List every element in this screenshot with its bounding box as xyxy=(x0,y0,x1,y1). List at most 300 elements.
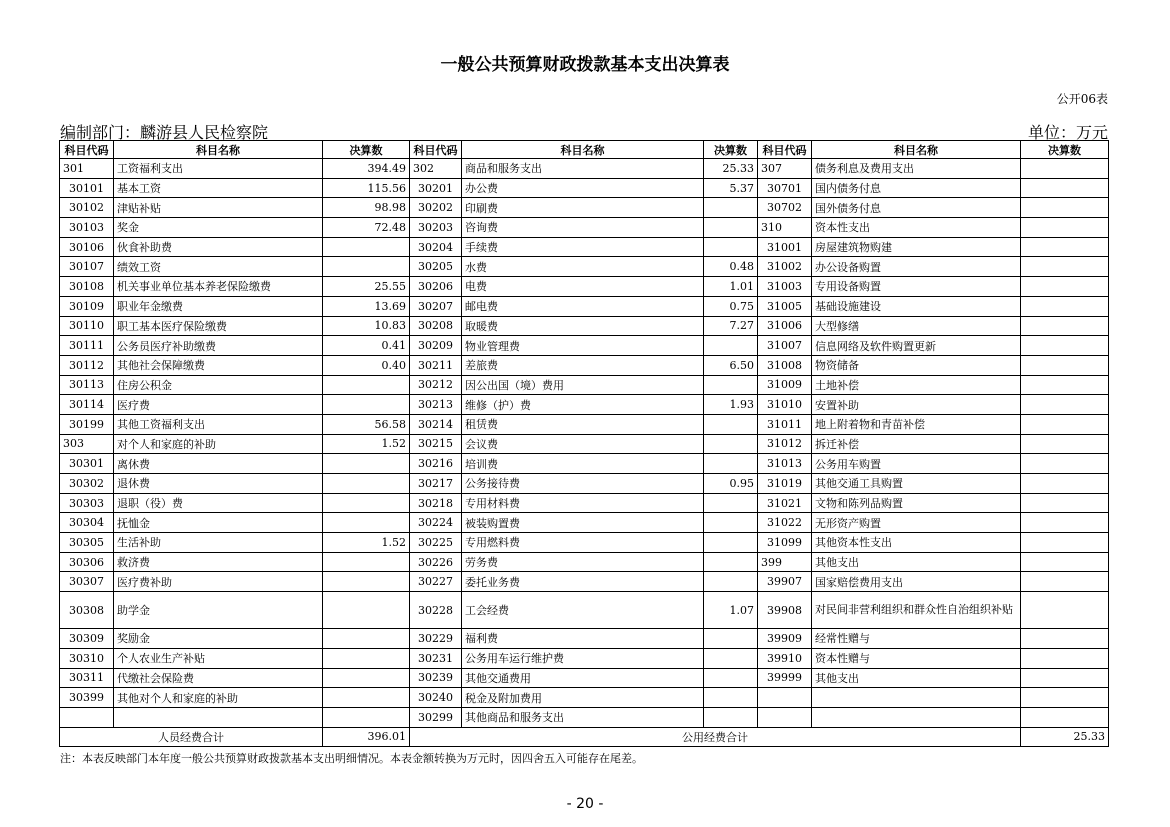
final-amount xyxy=(1021,277,1109,297)
final-amount xyxy=(704,668,758,688)
subject-code: 30203 xyxy=(410,218,462,238)
final-amount: 98.98 xyxy=(323,198,410,218)
subject-code: 30208 xyxy=(410,316,462,336)
subject-code: 30309 xyxy=(60,629,114,649)
subject-name: 经常性赠与 xyxy=(812,629,1021,649)
final-amount xyxy=(323,395,410,415)
final-amount xyxy=(323,493,410,513)
final-amount xyxy=(1021,688,1109,708)
final-amount xyxy=(704,688,758,708)
subject-code: 31009 xyxy=(758,375,812,395)
subject-code: 310 xyxy=(758,218,812,238)
subject-name: 其他资本性支出 xyxy=(812,533,1021,553)
final-amount: 0.75 xyxy=(704,296,758,316)
department-label: 编制部门：麟游县人民检察院 xyxy=(60,123,269,142)
subject-code: 30199 xyxy=(60,414,114,434)
final-amount xyxy=(1021,336,1109,356)
subject-name xyxy=(812,707,1021,727)
subject-code: 31021 xyxy=(758,493,812,513)
table-row xyxy=(60,668,1109,688)
subject-name: 培训费 xyxy=(462,454,704,474)
subject-name: 奖励金 xyxy=(114,629,323,649)
subject-code: 30107 xyxy=(60,257,114,277)
table-row xyxy=(60,572,1109,592)
personnel-total-value: 396.01 xyxy=(323,727,410,747)
subject-code: 39909 xyxy=(758,629,812,649)
expenditure-table xyxy=(59,140,1109,747)
final-amount: 1.07 xyxy=(704,592,758,629)
subject-name: 医疗费补助 xyxy=(114,572,323,592)
table-row xyxy=(60,434,1109,454)
table-row xyxy=(60,513,1109,533)
table-row xyxy=(60,218,1109,238)
subject-name: 医疗费 xyxy=(114,395,323,415)
subject-code: 30112 xyxy=(60,355,114,375)
subject-name: 租赁费 xyxy=(462,414,704,434)
subject-code: 30205 xyxy=(410,257,462,277)
subject-name: 物业管理费 xyxy=(462,336,704,356)
final-amount xyxy=(1021,237,1109,257)
subject-name: 办公费 xyxy=(462,178,704,198)
page-number: - 20 - xyxy=(566,796,604,812)
subject-name: 专用设备购置 xyxy=(812,277,1021,297)
subject-name: 其他交通工具购置 xyxy=(812,474,1021,494)
subject-name: 大型修缮 xyxy=(812,316,1021,336)
final-amount xyxy=(1021,434,1109,454)
subject-code: 30211 xyxy=(410,355,462,375)
subject-code: 30212 xyxy=(410,375,462,395)
table-row xyxy=(60,237,1109,257)
subject-name: 差旅费 xyxy=(462,355,704,375)
final-amount xyxy=(323,375,410,395)
subject-name: 其他对个人和家庭的补助 xyxy=(114,688,323,708)
subject-code: 39999 xyxy=(758,668,812,688)
subject-name: 抚恤金 xyxy=(114,513,323,533)
subject-code: 30301 xyxy=(60,454,114,474)
subject-name: 会议费 xyxy=(462,434,704,454)
subject-code: 30310 xyxy=(60,648,114,668)
subject-code: 31001 xyxy=(758,237,812,257)
subject-name: 国内债务付息 xyxy=(812,178,1021,198)
final-amount xyxy=(704,198,758,218)
final-amount xyxy=(704,513,758,533)
subject-code: 30302 xyxy=(60,474,114,494)
subject-code: 30399 xyxy=(60,688,114,708)
subject-name: 其他工资福利支出 xyxy=(114,414,323,434)
final-amount: 0.40 xyxy=(323,355,410,375)
subject-code: 30240 xyxy=(410,688,462,708)
col-header: 科目代码 xyxy=(60,141,114,159)
final-amount: 13.69 xyxy=(323,296,410,316)
subject-code xyxy=(758,688,812,708)
subject-code: 30111 xyxy=(60,336,114,356)
subject-name: 其他交通费用 xyxy=(462,668,704,688)
subject-name: 公务用车购置 xyxy=(812,454,1021,474)
table-row xyxy=(60,414,1109,434)
table-row xyxy=(60,629,1109,649)
table-row xyxy=(60,533,1109,553)
final-amount xyxy=(704,707,758,727)
subject-code: 399 xyxy=(758,552,812,572)
subject-code: 30702 xyxy=(758,198,812,218)
subject-name xyxy=(114,707,323,727)
subject-name: 职工基本医疗保险缴费 xyxy=(114,316,323,336)
final-amount xyxy=(1021,668,1109,688)
final-amount xyxy=(323,513,410,533)
final-amount xyxy=(1021,454,1109,474)
final-amount xyxy=(323,707,410,727)
final-amount xyxy=(1021,159,1109,179)
final-amount xyxy=(1021,218,1109,238)
header-row xyxy=(60,141,1109,159)
subject-name: 信息网络及软件购置更新 xyxy=(812,336,1021,356)
subject-name: 机关事业单位基本养老保险缴费 xyxy=(114,277,323,297)
subject-name: 助学金 xyxy=(114,592,323,629)
final-amount xyxy=(704,336,758,356)
subject-code: 30204 xyxy=(410,237,462,257)
subject-code: 30225 xyxy=(410,533,462,553)
subject-code: 30102 xyxy=(60,198,114,218)
subject-name: 国家赔偿费用支出 xyxy=(812,572,1021,592)
subject-code: 302 xyxy=(410,159,462,179)
subject-code: 31005 xyxy=(758,296,812,316)
subject-name: 其他商品和服务支出 xyxy=(462,707,704,727)
final-amount: 10.83 xyxy=(323,316,410,336)
final-amount xyxy=(704,533,758,553)
final-amount xyxy=(704,218,758,238)
table-row xyxy=(60,454,1109,474)
final-amount xyxy=(1021,316,1109,336)
final-amount xyxy=(323,592,410,629)
personnel-total-label: 人员经费合计 xyxy=(60,727,323,747)
table-row xyxy=(60,277,1109,297)
col-header: 科目名称 xyxy=(114,141,323,159)
subject-code: 30307 xyxy=(60,572,114,592)
final-amount: 72.48 xyxy=(323,218,410,238)
subject-name: 专用燃料费 xyxy=(462,533,704,553)
final-amount: 1.52 xyxy=(323,533,410,553)
subject-code: 31008 xyxy=(758,355,812,375)
subject-code: 30216 xyxy=(410,454,462,474)
final-amount xyxy=(1021,592,1109,629)
final-amount xyxy=(704,237,758,257)
subject-code: 30201 xyxy=(410,178,462,198)
final-amount xyxy=(323,237,410,257)
final-amount xyxy=(704,572,758,592)
final-amount: 25.33 xyxy=(704,159,758,179)
subject-code: 30304 xyxy=(60,513,114,533)
table-row xyxy=(60,493,1109,513)
subject-name: 福利费 xyxy=(462,629,704,649)
subject-code: 39907 xyxy=(758,572,812,592)
table-row xyxy=(60,336,1109,356)
subject-name: 文物和陈列品购置 xyxy=(812,493,1021,513)
final-amount xyxy=(1021,648,1109,668)
subject-name: 房屋建筑物购建 xyxy=(812,237,1021,257)
subject-name: 无形资产购置 xyxy=(812,513,1021,533)
table-row xyxy=(60,178,1109,198)
subject-code: 30228 xyxy=(410,592,462,629)
final-amount xyxy=(704,493,758,513)
final-amount xyxy=(1021,375,1109,395)
subject-name: 代缴社会保险费 xyxy=(114,668,323,688)
subject-code: 31006 xyxy=(758,316,812,336)
table-row xyxy=(60,648,1109,668)
final-amount xyxy=(704,552,758,572)
subject-code: 30308 xyxy=(60,592,114,629)
subject-code: 30206 xyxy=(410,277,462,297)
final-amount xyxy=(1021,355,1109,375)
subject-code: 307 xyxy=(758,159,812,179)
final-amount xyxy=(1021,414,1109,434)
final-amount: 394.49 xyxy=(323,159,410,179)
final-amount: 5.37 xyxy=(704,178,758,198)
subject-name xyxy=(812,688,1021,708)
subject-name: 对民间非营利组织和群众性自治组织补贴 xyxy=(812,592,1021,629)
subject-name: 基本工资 xyxy=(114,178,323,198)
subject-code: 30306 xyxy=(60,552,114,572)
table-row xyxy=(60,474,1109,494)
subject-code: 30109 xyxy=(60,296,114,316)
subject-name: 被装购置费 xyxy=(462,513,704,533)
subject-name: 伙食补助费 xyxy=(114,237,323,257)
subject-code: 31002 xyxy=(758,257,812,277)
final-amount: 0.95 xyxy=(704,474,758,494)
subject-name: 对个人和家庭的补助 xyxy=(114,434,323,454)
table-row xyxy=(60,159,1109,179)
final-amount xyxy=(704,375,758,395)
totals-row xyxy=(60,727,1109,747)
final-amount: 1.52 xyxy=(323,434,410,454)
final-amount: 115.56 xyxy=(323,178,410,198)
table-row xyxy=(60,395,1109,415)
subject-code: 301 xyxy=(60,159,114,179)
final-amount: 56.58 xyxy=(323,414,410,434)
subject-code: 30202 xyxy=(410,198,462,218)
subject-name: 离休费 xyxy=(114,454,323,474)
subject-code: 30108 xyxy=(60,277,114,297)
subject-name: 拆迁补偿 xyxy=(812,434,1021,454)
final-amount xyxy=(1021,707,1109,727)
final-amount: 1.93 xyxy=(704,395,758,415)
final-amount xyxy=(323,668,410,688)
subject-code: 30101 xyxy=(60,178,114,198)
table-row xyxy=(60,552,1109,572)
subject-name: 资本性支出 xyxy=(812,218,1021,238)
final-amount xyxy=(1021,198,1109,218)
subject-code: 30215 xyxy=(410,434,462,454)
subject-name: 印刷费 xyxy=(462,198,704,218)
subject-code: 30217 xyxy=(410,474,462,494)
subject-name: 手续费 xyxy=(462,237,704,257)
subject-name: 维修（护）费 xyxy=(462,395,704,415)
subject-name: 债务利息及费用支出 xyxy=(812,159,1021,179)
subject-code: 30303 xyxy=(60,493,114,513)
subject-name: 办公设备购置 xyxy=(812,257,1021,277)
subject-name: 委托业务费 xyxy=(462,572,704,592)
table-row xyxy=(60,375,1109,395)
final-amount xyxy=(323,572,410,592)
final-amount xyxy=(704,454,758,474)
final-amount xyxy=(1021,629,1109,649)
final-amount xyxy=(1021,474,1109,494)
col-header: 科目名称 xyxy=(462,141,704,159)
subject-name: 基础设施建设 xyxy=(812,296,1021,316)
col-header: 科目名称 xyxy=(812,141,1021,159)
subject-code: 30311 xyxy=(60,668,114,688)
subject-code: 31007 xyxy=(758,336,812,356)
subject-code: 30305 xyxy=(60,533,114,553)
subject-code: 30224 xyxy=(410,513,462,533)
subject-name: 土地补偿 xyxy=(812,375,1021,395)
final-amount: 0.48 xyxy=(704,257,758,277)
subject-name: 因公出国（境）费用 xyxy=(462,375,704,395)
subject-code: 30113 xyxy=(60,375,114,395)
table-row xyxy=(60,198,1109,218)
footnote: 注：本表反映部门本年度一般公共预算财政拨款基本支出明细情况。本表金额转换为万元时，因四舍五入可能存在尾差。 xyxy=(60,752,643,765)
subject-name: 商品和服务支出 xyxy=(462,159,704,179)
subject-code: 30227 xyxy=(410,572,462,592)
final-amount xyxy=(1021,572,1109,592)
subject-code: 30231 xyxy=(410,648,462,668)
subject-code: 30239 xyxy=(410,668,462,688)
subject-code: 30103 xyxy=(60,218,114,238)
final-amount xyxy=(323,257,410,277)
final-amount xyxy=(323,552,410,572)
subject-name: 取暖费 xyxy=(462,316,704,336)
subject-code: 31013 xyxy=(758,454,812,474)
col-header: 科目代码 xyxy=(410,141,462,159)
subject-code: 30114 xyxy=(60,395,114,415)
subject-code: 303 xyxy=(60,434,114,454)
subject-code: 30213 xyxy=(410,395,462,415)
subject-code: 31003 xyxy=(758,277,812,297)
subject-code: 30218 xyxy=(410,493,462,513)
final-amount: 1.01 xyxy=(704,277,758,297)
table-row xyxy=(60,355,1109,375)
subject-name: 咨询费 xyxy=(462,218,704,238)
final-amount: 7.27 xyxy=(704,316,758,336)
public-total-value: 25.33 xyxy=(1021,727,1109,747)
final-amount xyxy=(1021,257,1109,277)
final-amount xyxy=(1021,552,1109,572)
subject-name: 退休费 xyxy=(114,474,323,494)
table-row xyxy=(60,257,1109,277)
subject-name: 国外债务付息 xyxy=(812,198,1021,218)
final-amount: 0.41 xyxy=(323,336,410,356)
table-row xyxy=(60,316,1109,336)
subject-name: 其他支出 xyxy=(812,668,1021,688)
final-amount xyxy=(1021,533,1109,553)
subject-code: 30106 xyxy=(60,237,114,257)
subject-code: 30299 xyxy=(410,707,462,727)
final-amount xyxy=(704,648,758,668)
final-amount xyxy=(1021,493,1109,513)
final-amount xyxy=(704,434,758,454)
subject-code: 39910 xyxy=(758,648,812,668)
subject-name: 工资福利支出 xyxy=(114,159,323,179)
final-amount xyxy=(1021,178,1109,198)
col-header: 决算数 xyxy=(1021,141,1109,159)
subject-name: 公务用车运行维护费 xyxy=(462,648,704,668)
subject-code: 31010 xyxy=(758,395,812,415)
table-row xyxy=(60,296,1109,316)
subject-name: 电费 xyxy=(462,277,704,297)
subject-name: 专用材料费 xyxy=(462,493,704,513)
subject-name: 物资储备 xyxy=(812,355,1021,375)
subject-name: 税金及附加费用 xyxy=(462,688,704,708)
subject-name: 安置补助 xyxy=(812,395,1021,415)
subject-name: 水费 xyxy=(462,257,704,277)
final-amount: 25.55 xyxy=(323,277,410,297)
final-amount xyxy=(1021,296,1109,316)
subject-name: 退职（役）费 xyxy=(114,493,323,513)
final-amount xyxy=(704,629,758,649)
subject-code: 31011 xyxy=(758,414,812,434)
unit-label: 单位：万元 xyxy=(1027,123,1108,142)
table-row xyxy=(60,688,1109,708)
final-amount xyxy=(704,414,758,434)
subject-name: 救济费 xyxy=(114,552,323,572)
final-amount: 6.50 xyxy=(704,355,758,375)
subject-name: 津贴补贴 xyxy=(114,198,323,218)
subject-code: 30214 xyxy=(410,414,462,434)
subject-name: 其他社会保障缴费 xyxy=(114,355,323,375)
subject-name: 个人农业生产补贴 xyxy=(114,648,323,668)
form-number: 公开06表 xyxy=(1056,92,1108,106)
subject-code xyxy=(758,707,812,727)
subject-code: 30229 xyxy=(410,629,462,649)
subject-name: 资本性赠与 xyxy=(812,648,1021,668)
col-header: 决算数 xyxy=(704,141,758,159)
final-amount xyxy=(323,454,410,474)
subject-code: 30209 xyxy=(410,336,462,356)
subject-code: 31019 xyxy=(758,474,812,494)
final-amount xyxy=(1021,513,1109,533)
table-row xyxy=(60,592,1109,629)
subject-name: 职业年金缴费 xyxy=(114,296,323,316)
subject-name: 奖金 xyxy=(114,218,323,238)
subject-code: 31012 xyxy=(758,434,812,454)
subject-code: 30701 xyxy=(758,178,812,198)
subject-code: 31022 xyxy=(758,513,812,533)
subject-code: 30226 xyxy=(410,552,462,572)
subject-name: 公务员医疗补助缴费 xyxy=(114,336,323,356)
subject-name: 生活补助 xyxy=(114,533,323,553)
final-amount xyxy=(323,688,410,708)
subject-name: 绩效工资 xyxy=(114,257,323,277)
page-title: 一般公共预算财政拨款基本支出决算表 xyxy=(440,55,730,75)
subject-name: 地上附着物和青苗补偿 xyxy=(812,414,1021,434)
subject-name: 劳务费 xyxy=(462,552,704,572)
col-header: 决算数 xyxy=(323,141,410,159)
table-body xyxy=(60,159,1109,728)
subject-code: 31099 xyxy=(758,533,812,553)
final-amount xyxy=(1021,395,1109,415)
subject-name: 公务接待费 xyxy=(462,474,704,494)
final-amount xyxy=(323,648,410,668)
subject-name: 工会经费 xyxy=(462,592,704,629)
table-row xyxy=(60,707,1109,727)
final-amount xyxy=(323,629,410,649)
subject-code: 39908 xyxy=(758,592,812,629)
subject-name: 其他支出 xyxy=(812,552,1021,572)
subject-name: 住房公积金 xyxy=(114,375,323,395)
subject-code: 30207 xyxy=(410,296,462,316)
public-total-label: 公用经费合计 xyxy=(410,727,1021,747)
subject-code: 30110 xyxy=(60,316,114,336)
final-amount xyxy=(323,474,410,494)
